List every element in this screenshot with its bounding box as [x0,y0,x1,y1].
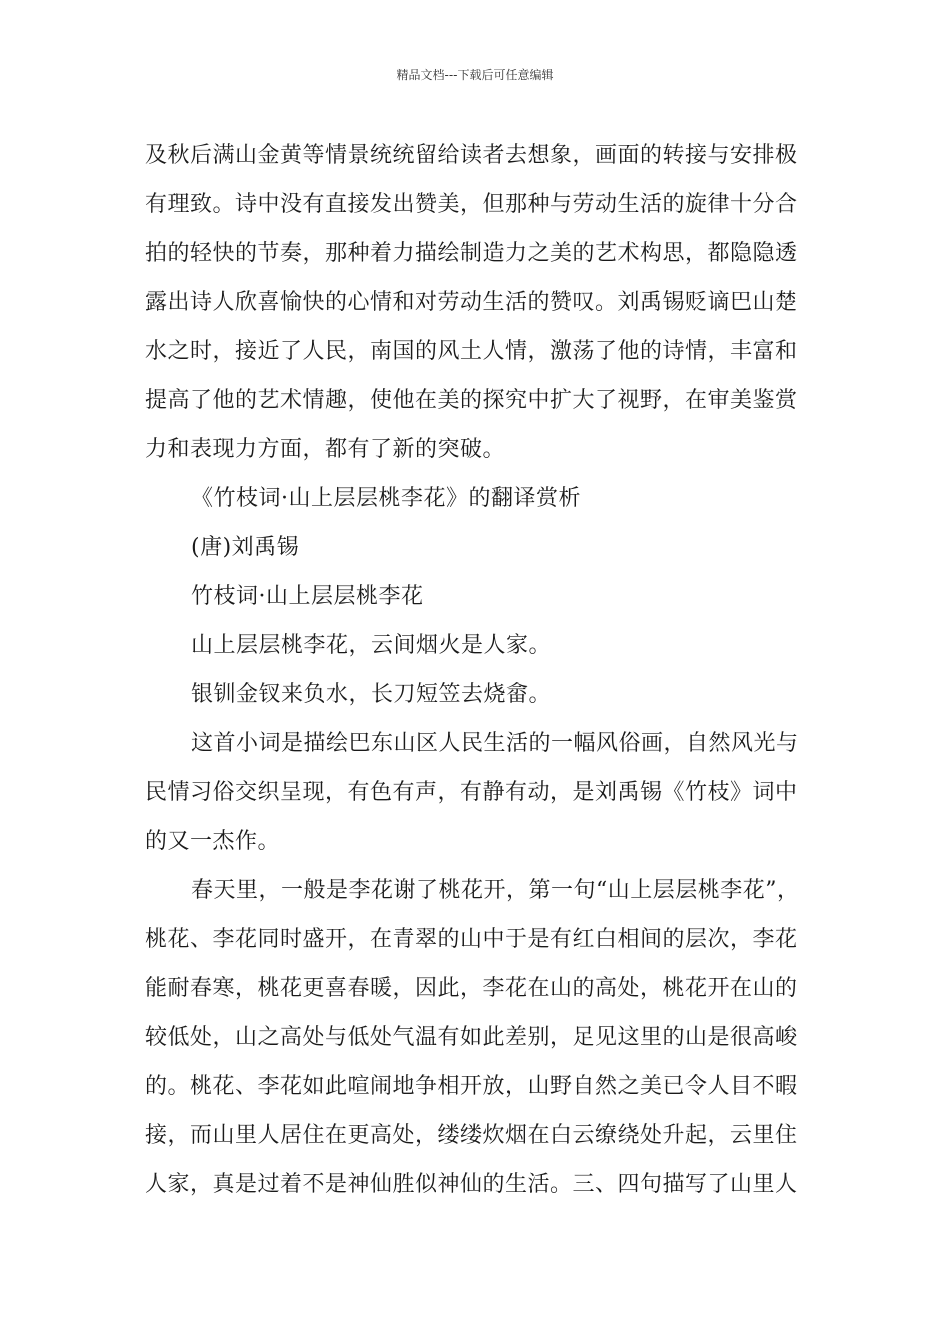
section-title: 《竹枝词·山上层层桃李花》的翻译赏析 [191,486,581,511]
page-header: 精品文档---下载后可任意编辑 [396,68,554,82]
text-line: 有理致。诗中没有直接发出赞美，但那种与劳动生活的旋律十分合 [145,192,798,217]
document-body [145,131,815,1209]
text-line: 水之时，接近了人民，南国的风土人情，激荡了他的诗情，丰富和 [145,339,798,364]
text-line: 春天里，一般是李花谢了桃花开，第一句“山上层层桃李花”， [191,878,800,903]
text-line: 能耐春寒，桃花更喜春暖，因此，李花在山的高处，桃花开在山的 [145,976,798,1001]
author-line: (唐)刘禹锡 [191,535,300,560]
text-line: 拍的轻快的节奏，那种着力描绘制造力之美的艺术构思，都隐隐透 [145,241,798,266]
text-line: 露出诗人欣喜愉快的心情和对劳动生活的赞叹。刘禹锡贬谪巴山楚 [145,290,798,315]
poem-line: 山上层层桃李花，云间烟火是人家。 [191,633,552,658]
text-line: 民情习俗交织呈现，有色有声，有静有动，是刘禹锡《竹枝》词中 [145,780,798,805]
text-line: 力和表现力方面，都有了新的突破。 [145,437,506,462]
text-line: 的又一杰作。 [145,829,281,854]
text-line: 这首小词是描绘巴东山区人民生活的一幅风俗画，自然风光与 [191,731,799,756]
poem-line: 银钏金钗来负水，长刀短笠去烧畲。 [191,682,552,707]
text-line: 及秋后满山金黄等情景统统留给读者去想象，画面的转接与安排极 [145,143,798,168]
text-line: 提高了他的艺术情趣，使他在美的探究中扩大了视野，在审美鉴赏 [145,388,798,413]
poem-title: 竹枝词·山上层层桃李花 [191,584,424,609]
text-line: 桃花、李花同时盛开，在青翠的山中于是有红白相间的层次，李花 [145,927,798,952]
text-line: 较低处，山之高处与低处气温有如此差别，足见这里的山是很高峻 [145,1025,798,1050]
text-line: 人家，真是过着不是神仙胜似神仙的生活。三、四句描写了山里人 [145,1172,798,1197]
text-line: 的。桃花、李花如此喧闹地争相开放，山野自然之美已令人目不暇 [145,1074,798,1099]
text-line: 接，而山里人居住在更高处，缕缕炊烟在白云缭绕处升起，云里住 [145,1123,798,1148]
